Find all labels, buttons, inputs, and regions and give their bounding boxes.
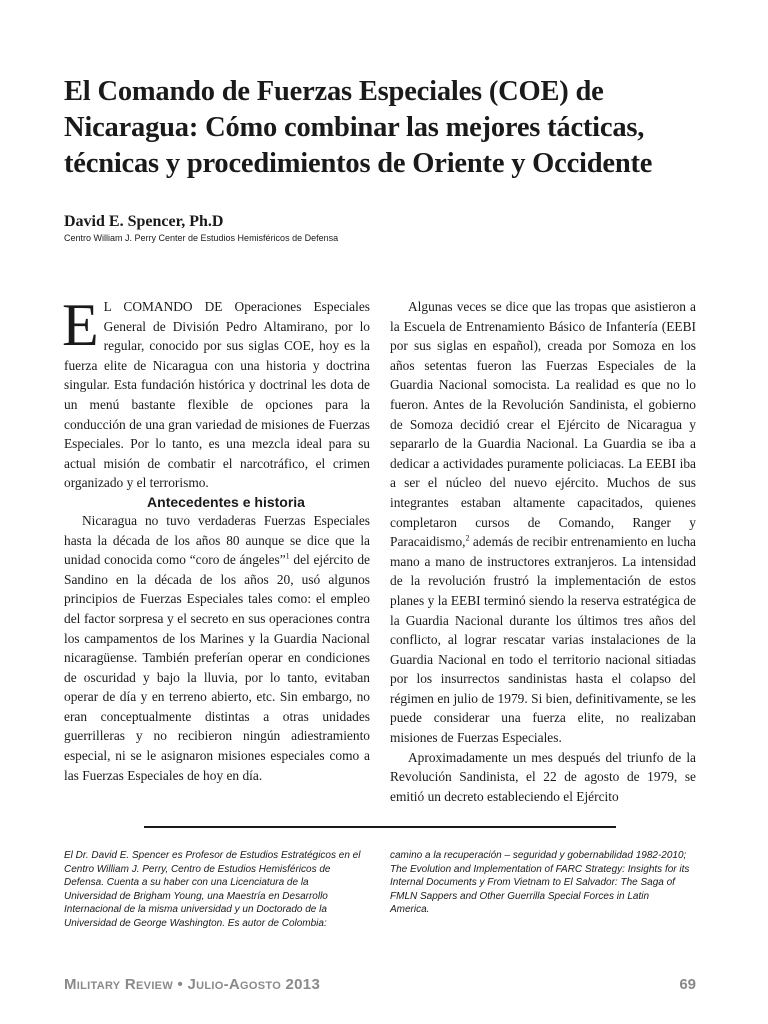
author-name: David E. Spencer, Ph.D — [64, 213, 224, 230]
page-number: 69 — [679, 976, 696, 993]
drop-cap: E — [62, 292, 99, 358]
footnote-divider — [144, 826, 616, 828]
intro-text: L COMANDO DE Operaciones Especiales General de División Pedro Altamirano, por lo regular, conocido por sus siglas COE, hoy es la fuerza elite de Nicaragua con una historia y doctrina singular. Esta fundación histórica y doctrinal les dota de un menú bastante flexible de opciones para la conducción de una gran variedad de misiones de Fuerzas Especiales. Por lo tanto, es una mezcla ideal para su actual misión de combatir el narcotráfico, el crimen organizado y el terrorismo. — [64, 299, 370, 491]
footnote-ref-2: 2 — [465, 533, 470, 543]
author-bio-left: El Dr. David E. Spencer es Profesor de Estudios Estratégicos en el Centro William J. Perry, Centro de Estudios Hemisféricos de Defensa. Cuenta a su haber con una Licenciatura de la Universidad de Brigham Young, una Maestría en Desarrollo Internacional de la misma universidad y un Doctorado de la Universidad de George Washington. Es autor de Colombia: — [64, 850, 361, 929]
eebi-text-b: además de recibir entrenamiento en lucha mano a mano de instructores extranjeros. La intensidad de la revolución frustró la implementación de estos planes y la EEBI terminó siendo la reserva estratégica de la Guardia Nacional durante los últimos tres años del conflicto, al lograr rescatar varias instalaciones de la Guardia Nacional en todo el territorio nacional sitiadas por los insurrectos sandinistas hasta el colapso del régimen en julio de 1979. Si bien, definitivamente, se les puede considerar una fuerza elite, no realizaban misiones de Fuerzas Especiales. — [390, 534, 696, 746]
history-paragraph — [64, 511, 370, 785]
history-text-a: Nicaragua no tuvo verdaderas Fuerzas Especiales hasta la década de los años 80 aunque se dice que la unidad conocida como “coro de ángeles” — [64, 512, 370, 568]
history-text-b: del ejército de Sandino en la década de los años 20, usó algunos principios de Fuerzas Especiales tales como: el empleo del factor sorpresa y el secreto en sus operaciones contra los campamentos de los Marines y la Guardia Nacional nicaragüense. También preferían operar en condiciones de oscuridad y bajo la lluvia, por lo tanto, evitaban operar de día y en terreno abierto, etc. Sin embargo, no eran conceptualmente distintas a otras unidades guerrilleras y no recibieron ningún adiestramiento especial, ni se le asignaron misiones especiales como a las Fuerzas Especiales de hoy en día. — [64, 552, 370, 783]
decree-paragraph: Aproximadamente un mes después del triunfo de la Revolución Sandinista, el 22 de agosto de 1979, se emitió un decreto estableciendo el Ejército — [390, 749, 696, 804]
eebi-text-a: Algunas veces se dice que las tropas que asistieron a la Escuela de Entrenamiento Básico de Infantería (EEBI por sus siglas en español), creada por Somoza en los años setentas fueron las Fuerzas Especiales de la Guardia Nacional somocista. La realidad es que no lo fueron. Antes de la Revolución Sandinista, el gobierno de Somoza decidió crear el Ejército de Nicaragua y separarlo de la Guardia Nacional. La Guardia se iba a dedicar a actividades puramente policiacas. La EEBI iba a ser el núcleo del nuevo ejército. Muchos de sus integrantes estaban altamente capacitados, quienes completaron cursos de Comando, Ranger y Paracaidismo, — [390, 299, 696, 550]
right-column — [390, 297, 696, 806]
journal-footer: Military Review • Julio-Agosto 2013 — [64, 976, 321, 993]
section-heading: Antecedentes e historia — [147, 493, 305, 510]
footnote-ref-1: 1 — [285, 551, 290, 561]
author-affiliation: Centro William J. Perry Center de Estudios Hemisféricos de Defensa — [64, 233, 339, 243]
left-column — [62, 292, 370, 785]
author-bio-right: camino a la recuperación – seguridad y gobernabilidad 1982-2010; The Evolution and Implementation of FARC Strategy: Insights for its Internal Documents y From Vietnam to El Salvador: The Saga of FMLN Sappers and Other Guerrilla Special Forces in Latin America. — [390, 850, 690, 916]
article-title: El Comando de Fuerzas Especiales (COE) de Nicaragua: Cómo combinar las mejores tácticas, técnicas y procedimientos de Oriente y Occidente — [64, 76, 653, 179]
eebi-paragraph — [390, 297, 696, 748]
intro-paragraph — [62, 292, 370, 493]
